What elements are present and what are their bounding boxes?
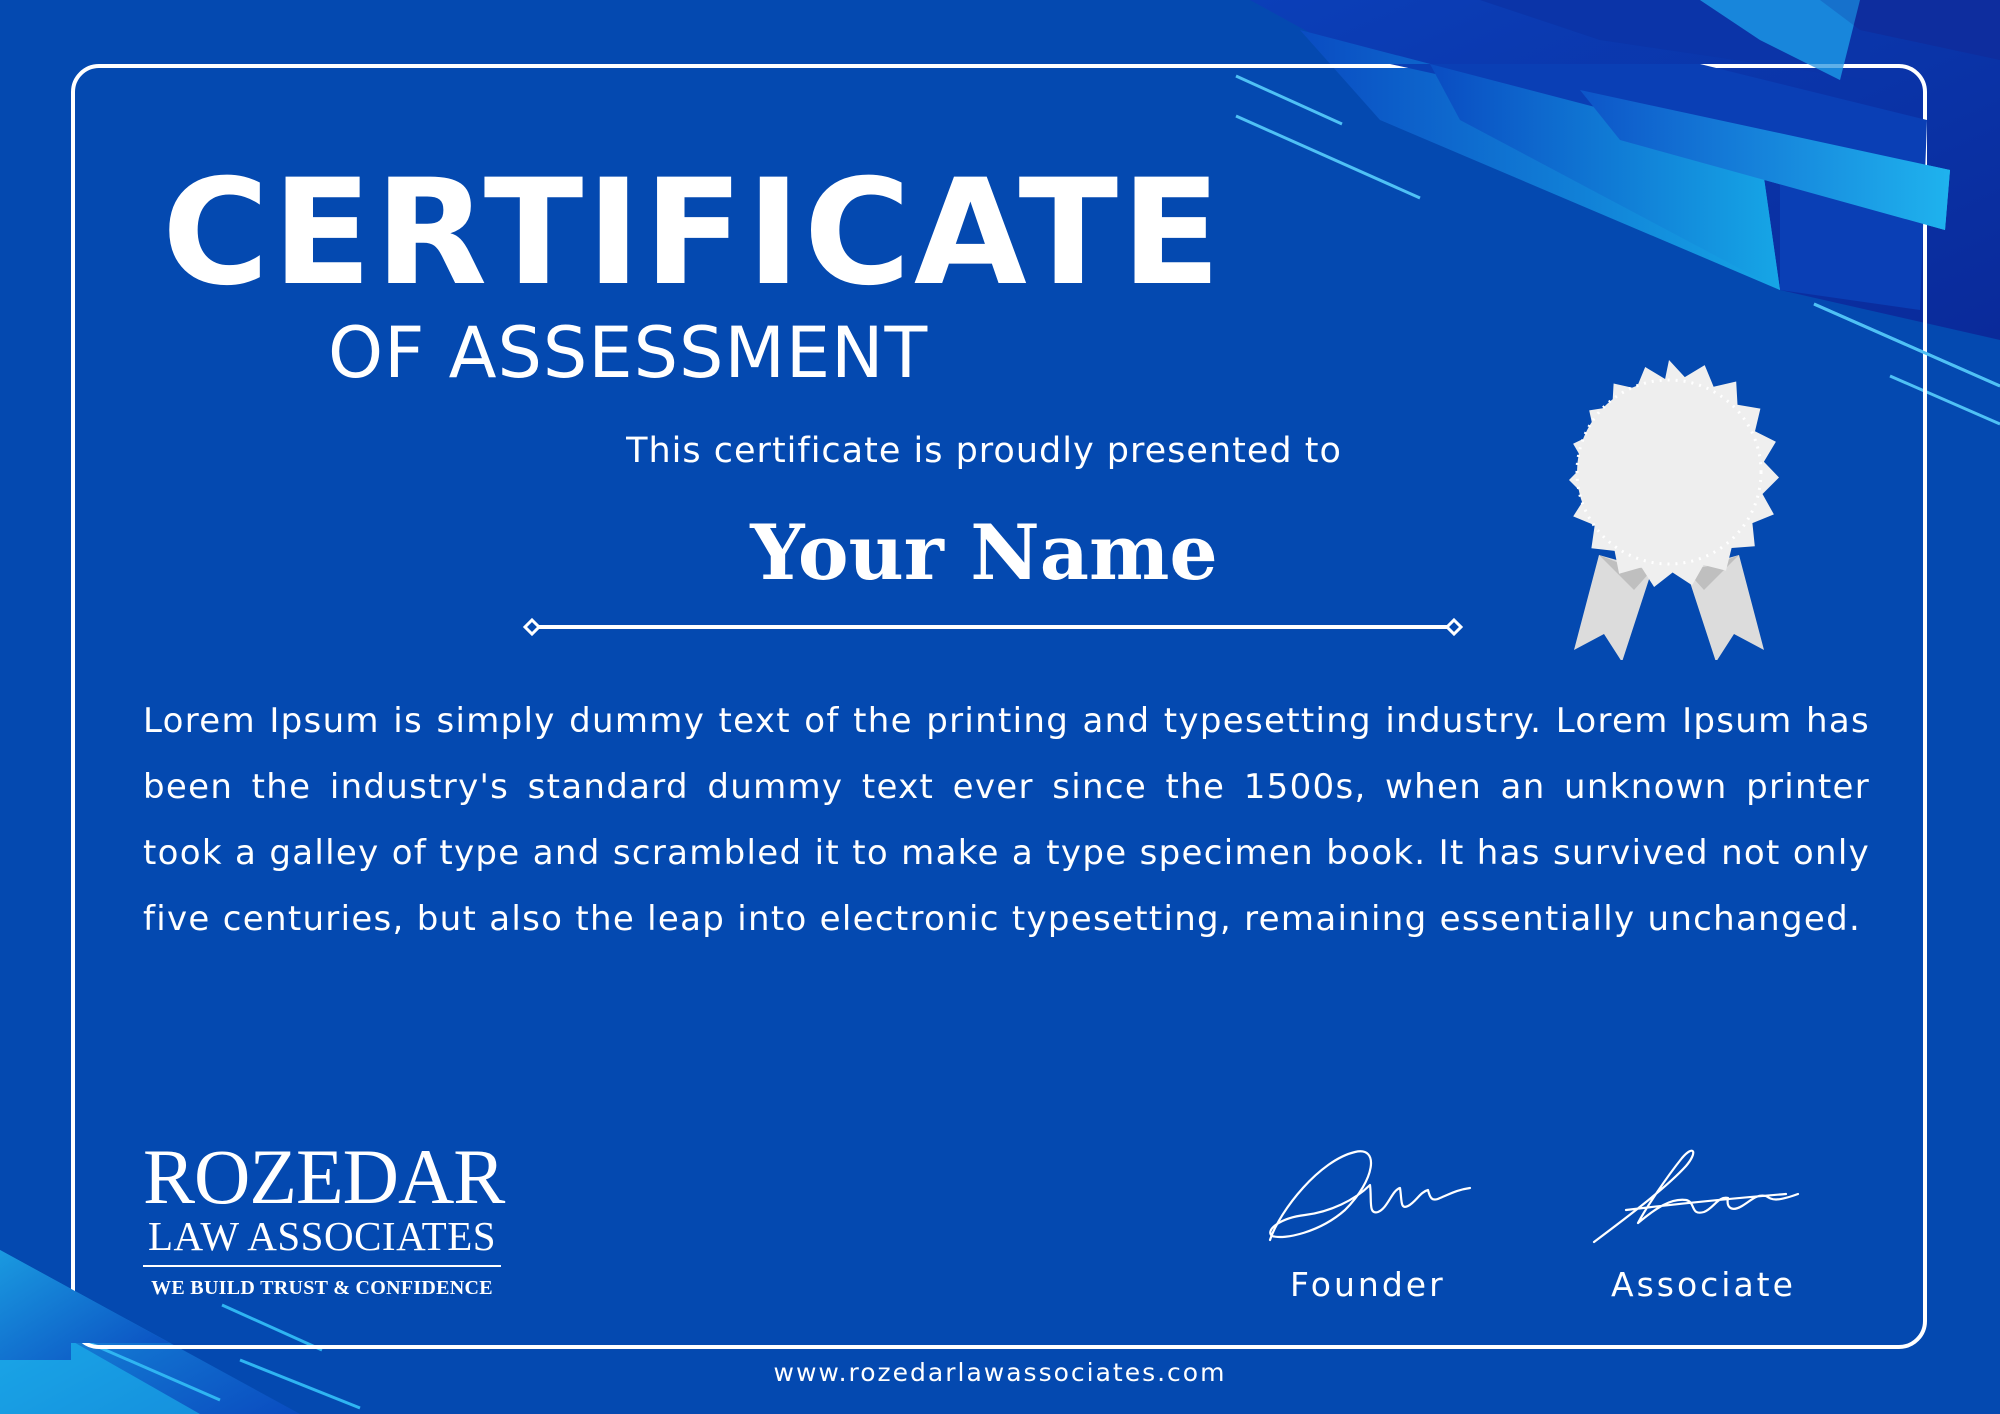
logo-name: ROZEDAR [143,1133,505,1220]
associate-signature [1586,1138,1806,1248]
logo-subtitle: LAW ASSOCIATES [147,1213,497,1260]
award-seal-icon [1544,350,1794,660]
certificate-subtitle: OF ASSESSMENT [328,312,929,394]
founder-label: Founder [1290,1265,1446,1304]
founder-signature [1260,1140,1480,1250]
recipient-name: Your Name [750,508,1218,597]
website-url: www.rozedarlawassociates.com [773,1358,1227,1387]
certificate-title: CERTIFICATE [162,148,1224,318]
company-logo [143,1133,505,1300]
logo-divider [143,1265,501,1267]
associate-label: Associate [1611,1265,1796,1304]
logo-tagline: WE BUILD TRUST & CONFIDENCE [151,1277,493,1300]
presented-to-text: This certificate is proudly presented to [626,431,1342,471]
certificate-body-text: Lorem Ipsum is simply dummy text of the printing and typesetting industry. Lorem Ipsum has been the industry's standard dummy text ever since the 1500s, when an unknown printer took a galley of type and scrambled it to make a type specimen book. It has survived not only five centuries, but also the leap into electronic typesetting, remaining essentially unchanged. [143,701,1870,939]
name-underline [520,612,1466,642]
